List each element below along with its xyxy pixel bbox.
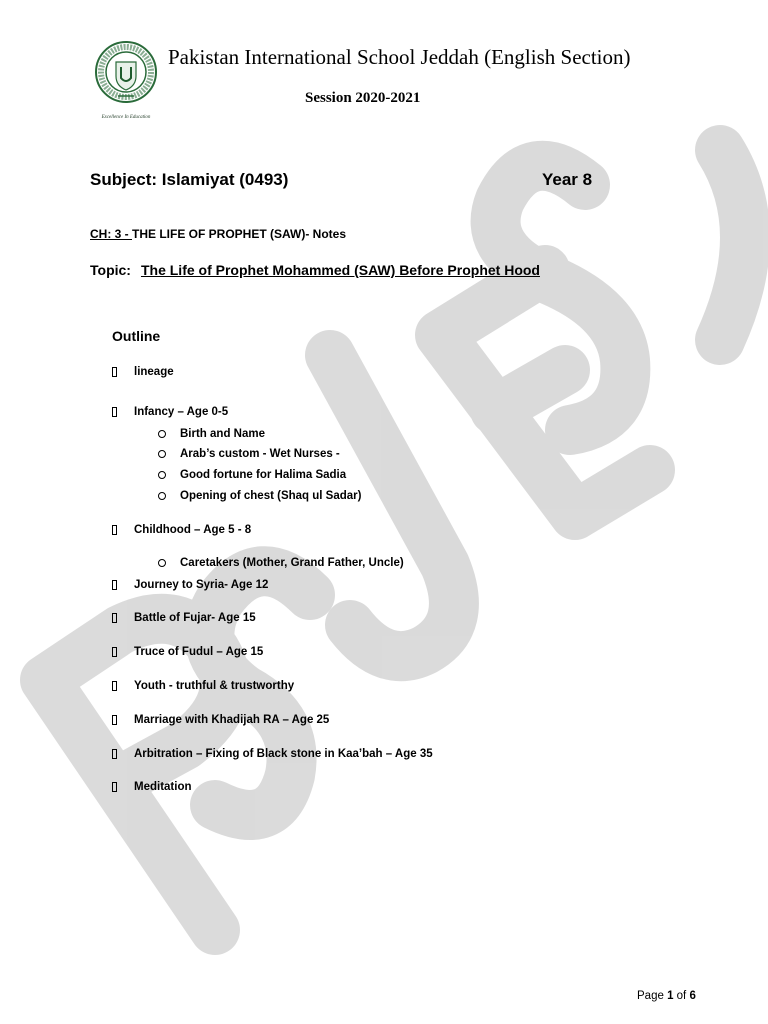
- bullet-box-icon: [112, 749, 117, 759]
- circle-bullet-icon: [158, 430, 166, 438]
- watermark-letter-e2: [720, 150, 745, 340]
- outline-subitem: Birth and Name: [158, 428, 265, 440]
- outline-item: Infancy – Age 0-5: [112, 406, 228, 418]
- bullet-box-icon: [112, 782, 117, 792]
- school-name: Pakistan International School Jeddah (English Section): [168, 45, 631, 69]
- watermark-letter-p: [45, 619, 225, 930]
- circle-bullet-icon: [158, 450, 166, 458]
- outline-item: Marriage with Khadijah RA – Age 25: [112, 714, 329, 726]
- outline-item: Journey to Syria- Age 12: [112, 579, 268, 591]
- year-heading: Year 8: [542, 170, 593, 189]
- watermark-letter-j: [330, 355, 454, 656]
- outline-item: Truce of Fudul – Age 15: [112, 646, 263, 658]
- outline-subitem: Caretakers (Mother, Grand Father, Uncle): [158, 557, 404, 569]
- bullet-box-icon: [112, 613, 117, 623]
- bullet-box-icon: [112, 525, 117, 535]
- circle-bullet-icon: [158, 471, 166, 479]
- topic-line: [90, 262, 540, 278]
- outline-item: lineage: [112, 366, 174, 378]
- watermark-letter-s2: [496, 166, 626, 430]
- bullet-box-icon: [112, 715, 117, 725]
- circle-bullet-icon: [158, 559, 166, 567]
- outline-subitem: Good fortune for Halima Sadia: [158, 469, 346, 481]
- outline-item: Arbitration – Fixing of Black stone in Kaa’bah – Age 35: [112, 748, 433, 760]
- circle-bullet-icon: [158, 492, 166, 500]
- topic-title: The Life of Prophet Mohammed (SAW) Before Prophet Hood: [140, 262, 540, 278]
- watermark-letter-e: [440, 270, 650, 515]
- school-logo: [94, 40, 158, 122]
- bullet-box-icon: [112, 647, 117, 657]
- bullet-box-icon: [112, 407, 117, 417]
- bullet-box-icon: [112, 681, 117, 691]
- topic-label: Topic:: [90, 262, 131, 278]
- page-number: Page 1 of 6: [637, 990, 696, 1002]
- outline-heading: Outline: [112, 328, 161, 344]
- outline-item: Youth - truthful & trustworthy: [112, 680, 294, 692]
- watermark-letter-s: [209, 571, 310, 815]
- svg-text:Excellence In Education: Excellence In Education: [101, 115, 151, 120]
- subject-heading: Subject: Islamiyat (0493): [90, 170, 289, 189]
- chapter-number: CH: 3 -: [90, 227, 132, 241]
- outline-subitem: Arab’s custom - Wet Nurses -: [158, 448, 340, 460]
- bullet-box-icon: [112, 367, 117, 377]
- outline-item: Childhood – Age 5 - 8: [112, 524, 251, 536]
- bullet-box-icon: [112, 580, 117, 590]
- outline-item: Battle of Fujar- Age 15: [112, 612, 256, 624]
- outline-subitem: Opening of chest (Shaq ul Sadar): [158, 490, 361, 502]
- outline-item: Meditation: [112, 781, 192, 793]
- session-label: Session 2020-2021: [305, 90, 421, 106]
- chapter-line: [90, 227, 346, 241]
- chapter-title: THE LIFE OF PROPHET (SAW)- Notes: [132, 227, 347, 241]
